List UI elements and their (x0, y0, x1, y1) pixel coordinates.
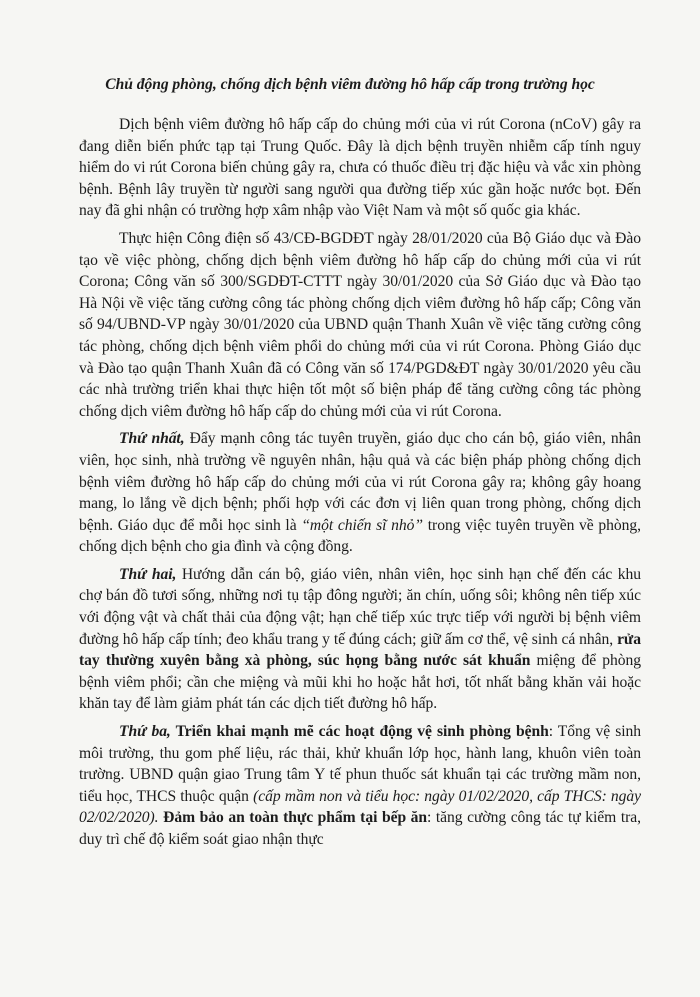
paragraph-second-measure (79, 564, 641, 715)
third-measure-bold-heading: Triển khai mạnh mẽ các hoạt động vệ sinh phòng bệnh (170, 723, 549, 741)
second-measure-bold: rửa tay thường xuyên bằng xà phòng, súc họng bằng nước sát khuẩn (79, 630, 641, 670)
first-measure-text-end: trong việc tuyên truyền về phòng, chống dịch bệnh cho gia đình và cộng đồng. (79, 516, 641, 556)
paragraph-directives: Thực hiện Công điện số 43/CĐ-BGDĐT ngày 28/01/2020 của Bộ Giáo dục và Đào tạo về việc phòng, chống dịch bệnh viêm đường hô hấp cấp do chủng mới của vi rút Corona; Công văn số 300/SGDĐT-CTTT ngày 30/01/2020 của Sở Giáo dục và Đào tạo Hà Nội về việc tăng cường công tác phòng chống dịch viêm đường hô hấp cấp; Công văn số 94/UBND-VP ngày 30/01/2020 của UBND quận Thanh Xuân về việc tăng cường công tác phòng, chống dịch bệnh viêm phổi do chủng mới của vi rút Corona. Phòng Giáo dục và Đào tạo quận Thanh Xuân đã có Công văn số 174/PGD&ĐT ngày 30/01/2020 yêu cầu các nhà trường triển khai thực hiện tốt một số biện pháp để tăng cường công tác phòng chống dịch viêm đường hô hấp cấp do chủng mới của vi rút Corona. (79, 229, 641, 420)
paragraph-first-measure (79, 428, 641, 558)
third-measure-lead: Thứ ba, (119, 723, 171, 741)
third-measure-text: : Tổng vệ sinh môi trường, thu gom phế liệu, rác thải, khử khuẩn lớp học, hành lang, khuôn viên toàn trường. UBND quận giao Trung tâm Y tế phun thuốc sát khuẩn tại các trường mầm non, tiểu học, THCS thuộc quận (79, 723, 641, 805)
first-measure-lead: Thứ nhất, (119, 430, 185, 448)
second-measure-text: Hướng dẫn cán bộ, giáo viên, nhân viên, học sinh hạn chế đến các khu chợ bán đồ tươi sống, những nơi tụ tập đông người; ăn chín, uống sôi; không nên tiếp xúc với động vật và chất thải của động vật; hạn chế tiếp xúc trực tiếp với người bị bệnh viêm đường hô hấp cấp tính; đeo khẩu trang y tế đúng cách; giữ ấm cơ thể, vệ sinh cá nhân, (79, 565, 641, 648)
first-measure-text: Đẩy mạnh công tác tuyên truyền, giáo dục cho cán bộ, giáo viên, nhân viên, học sinh, nhà trường về nguyên nhân, hậu quả và các biện pháp phòng chống dịch bệnh viêm đường hô hấp cấp do chủng mới của vi rút Corona gây ra; không gây hoang mang, lo lắng về dịch bệnh; phối hợp với các đơn vị liên quan trong phòng, chống dịch bệnh. Giáo dục để mỗi học sinh là (79, 430, 641, 534)
paragraph-intro: Dịch bệnh viêm đường hô hấp cấp do chủng mới của vi rút Corona (nCoV) gây ra đang diễn biến phức tạp tại Trung Quốc. Đây là dịch bệnh truyền nhiễm cấp tính nguy hiểm do vi rút Corona biến chủng gây ra, chưa có thuốc điều trị đặc hiệu và vắc xin phòng bệnh. Bệnh lây truyền từ người sang người qua đường tiếp xúc gần hoặc nước bọt. Đến nay đã ghi nhận có trường hợp xâm nhập vào Việt Nam và một số quốc gia khác. (79, 116, 641, 220)
document-body (79, 114, 641, 857)
third-measure-text-end: : tăng cường công tác tự kiểm tra, duy trì chế độ kiểm soát giao nhận thực (79, 809, 641, 848)
second-measure-text-end: miệng để phòng bệnh viêm phổi; cần che miệng và mũi khi ho hoặc hắt hơi, tốt nhất bằng khăn vải hoặc khăn tay để làm giảm phát tán các dịch tiết đường hô hấp. (79, 652, 641, 713)
second-measure-lead: Thứ hai, (119, 565, 177, 583)
third-measure-dates: (cấp mầm non và tiểu học: ngày 01/02/2020, cấp THCS: ngày 02/02/2020). (79, 787, 641, 827)
page-title: Chủ động phòng, chống dịch bệnh viêm đường hô hấp cấp trong trường học (105, 76, 595, 93)
first-measure-quote: “một chiến sĩ nhỏ” (301, 516, 424, 534)
third-measure-bold-food-safety: Đảm bảo an toàn thực phẩm tại bếp ăn (158, 809, 428, 827)
paragraph-third-measure (79, 721, 641, 851)
